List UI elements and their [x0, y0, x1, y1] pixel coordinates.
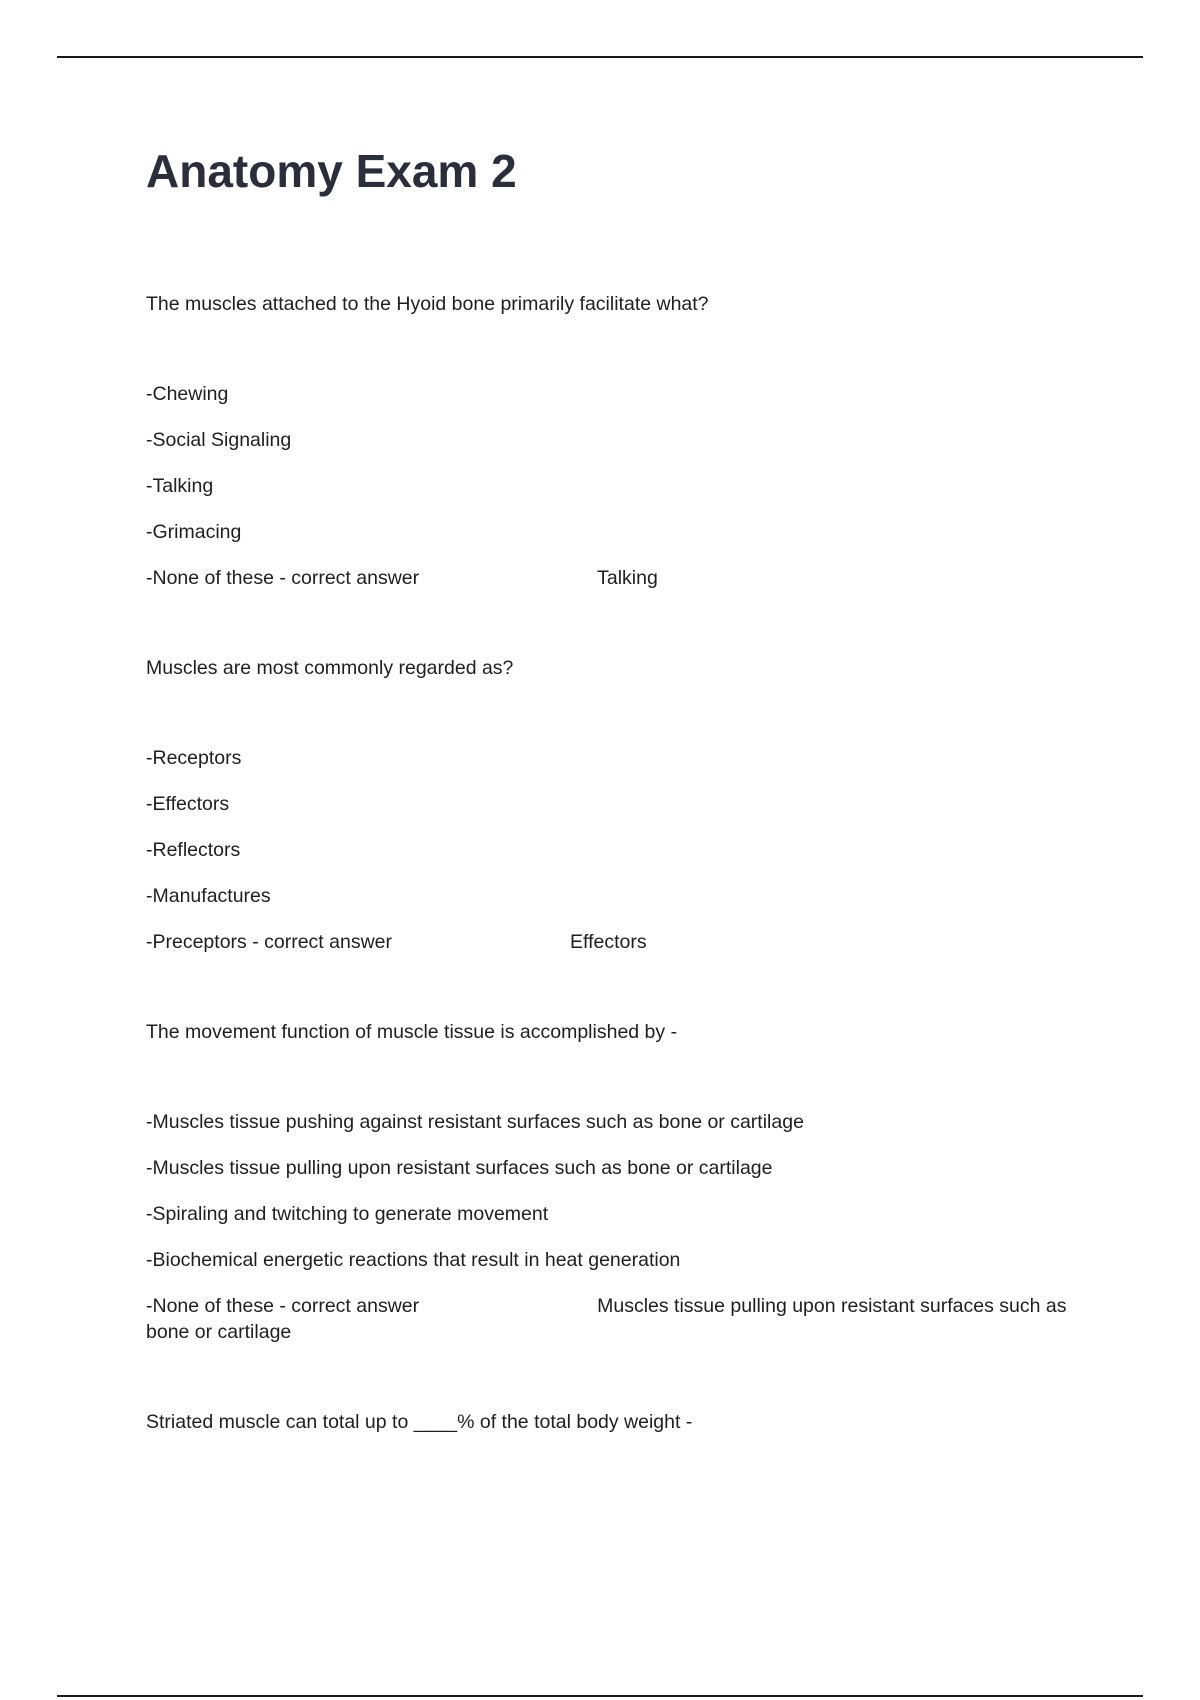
option-item: -None of these - correct answer [146, 567, 420, 589]
page-title: Anatomy Exam 2 [146, 145, 517, 197]
option-item-with-answer [146, 1293, 1076, 1345]
header-rule [57, 56, 1143, 58]
question-prompt: The muscles attached to the Hyoid bone primarily facilitate what? [146, 293, 709, 315]
option-item: -Grimacing [146, 521, 242, 543]
option-item: -Receptors [146, 747, 242, 769]
option-item: -Reflectors [146, 839, 241, 861]
question-list [146, 291, 1086, 1435]
option-item: -Preceptors - correct answer [146, 931, 392, 953]
option-item: -Social Signaling [146, 429, 292, 451]
question-prompt: Striated muscle can total up to ____% of the total body weight - [146, 1411, 693, 1433]
footer-rule [57, 1695, 1143, 1697]
option-item: -Talking [146, 475, 214, 497]
option-item: -Spiraling and twitching to generate movement [146, 1203, 549, 1225]
option-item: -Biochemical energetic reactions that result in heat generation [146, 1249, 681, 1271]
question-prompt: Muscles are most commonly regarded as? [146, 657, 514, 679]
option-item-with-answer [146, 565, 1086, 591]
correct-answer: Muscles tissue pulling upon resistant surfaces such as bone or cartilage [146, 1295, 1067, 1343]
question-block-4 [146, 1409, 1086, 1435]
question-prompt: The movement function of muscle tissue is accomplished by - [146, 1021, 678, 1043]
option-list [146, 381, 1086, 591]
option-item: -Manufactures [146, 885, 271, 907]
option-item: -Muscles tissue pushing against resistant surfaces such as bone or cartilage [146, 1111, 804, 1133]
question-block-2 [146, 655, 1086, 955]
question-block-3 [146, 1019, 1086, 1345]
option-list [146, 745, 1086, 955]
option-item: -Effectors [146, 793, 230, 815]
option-item: -Chewing [146, 383, 229, 405]
option-item: -Muscles tissue pulling upon resistant surfaces such as bone or cartilage [146, 1157, 773, 1179]
option-item-with-answer [146, 929, 1086, 955]
question-block-1 [146, 291, 1086, 591]
correct-answer: Effectors [570, 931, 647, 953]
correct-answer: Talking [597, 567, 658, 589]
option-item: -None of these - correct answer [146, 1295, 420, 1317]
option-list [146, 1109, 1086, 1345]
